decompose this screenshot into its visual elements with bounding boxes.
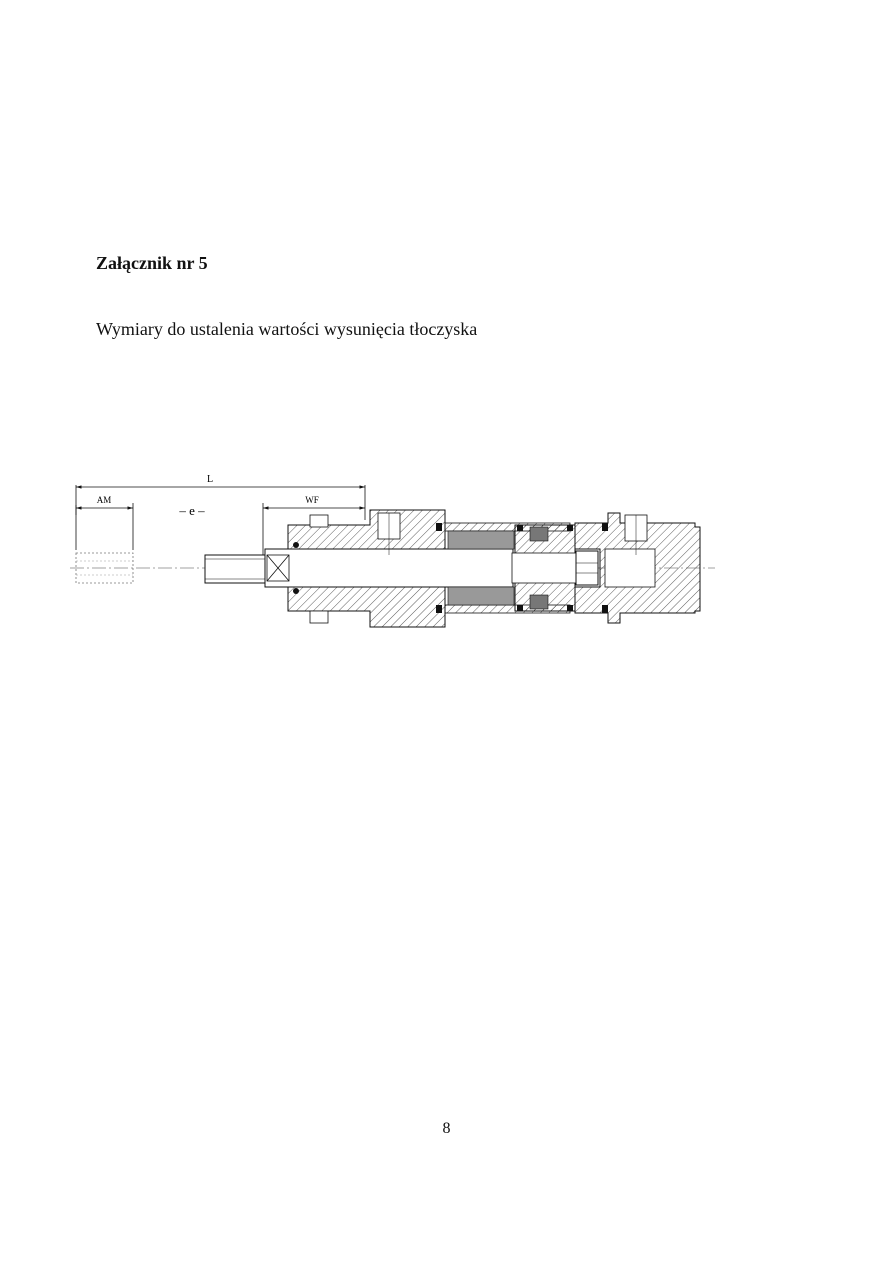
page-number: 8 xyxy=(442,1120,451,1137)
appendix-heading: Załącznik nr 5 xyxy=(96,253,208,273)
appendix-subtitle: Wymiary do ustalenia wartości wysunięcia tłoczyska xyxy=(96,319,478,339)
rod-thread-end xyxy=(205,555,267,583)
rod-nut xyxy=(576,551,598,585)
dim-label-AM: AM xyxy=(96,495,112,505)
dimension-AM xyxy=(76,495,133,550)
dimension-L xyxy=(76,474,365,520)
piston xyxy=(512,525,576,611)
cylinder-drawing xyxy=(60,465,720,640)
dim-label-L: L xyxy=(206,474,214,485)
dim-label-WF: WF xyxy=(305,495,319,505)
dim-label-e: – e – xyxy=(179,503,205,518)
